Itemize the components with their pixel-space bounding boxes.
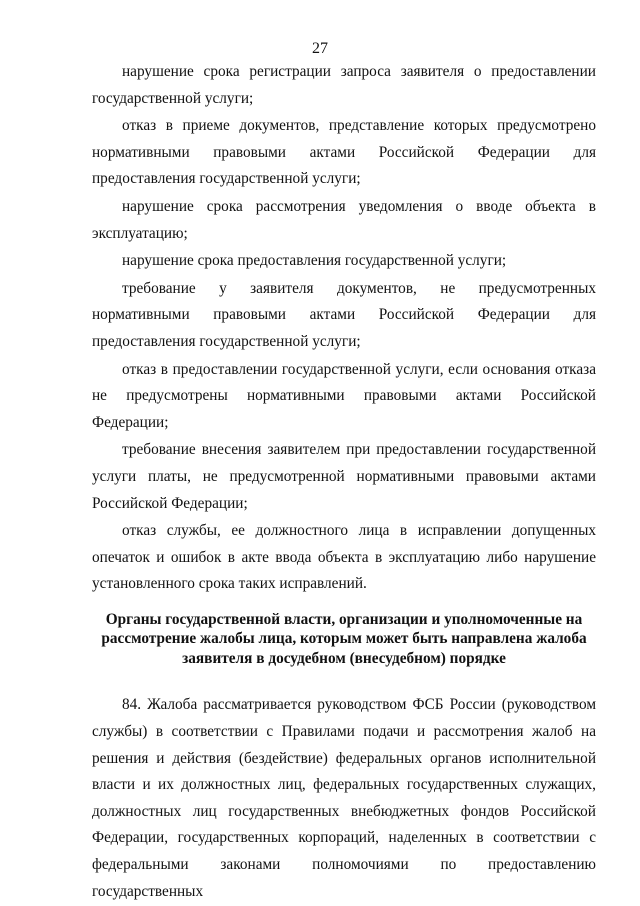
section-heading-line: заявителя в досудебном (внесудебном) порядке	[182, 649, 506, 667]
section-heading-line: рассмотрение жалобы лица, которым может быть направлена жалоба	[101, 630, 587, 648]
paragraph-notification-violation: нарушение срока рассмотрения уведомления о вводе объекта в эксплуатацию;	[92, 197, 596, 242]
paragraph-service-refusal: отказ в предоставлении государственной услуги, если основания отказа не предусмотрены нормативными правовыми актами Российской Федерации;	[92, 360, 596, 431]
clause-text: Жалоба рассматривается руководством ФСБ России (руководством службы) в соответствии с Правилами подачи и рассмотрения жалоб на решения и действия (бездействие) федеральных органов исполнительной власти и их должностных лиц, федеральных государственных служащих, должностных лиц государственных внебюджетных фондов Российской Федерации, государственных корпораций, наделенных в соответствии с федеральными законами полномочиями по предоставлению государственных	[92, 696, 596, 900]
paragraph-extra-documents-requirement: требование у заявителя документов, не предусмотренных нормативными правовыми актами Российской Федерации для предоставления государственной услуги;	[92, 279, 596, 350]
clause-number: 84.	[122, 696, 142, 714]
paragraph-service-term-violation: нарушение срока предоставления государственной услуги;	[122, 252, 507, 270]
document-body	[92, 59, 596, 906]
paragraph-document-refusal: отказ в приеме документов, представление которых предусмотрено нормативными правовыми актами Российской Федерации для предоставления государственной услуги;	[92, 117, 596, 188]
section-heading-line: Органы государственной власти, организации и уполномоченные на	[105, 610, 583, 628]
section-heading	[92, 610, 596, 669]
clause-84	[92, 692, 596, 905]
paragraph-registration-violation: нарушение срока регистрации запроса заявителя о предоставлении государственной услуги;	[92, 63, 596, 107]
page-number: 27	[312, 40, 328, 57]
paragraph-correction-refusal: отказ службы, ее должностного лица в исправлении допущенных опечаток и ошибок в акте ввода объекта в эксплуатацию либо нарушение установленного срока таких исправлений.	[92, 522, 596, 593]
paragraph-fee-requirement: требование внесения заявителем при предоставлении государственной услуги платы, не предусмотренной нормативными правовыми актами Российской Федерации;	[92, 441, 596, 512]
